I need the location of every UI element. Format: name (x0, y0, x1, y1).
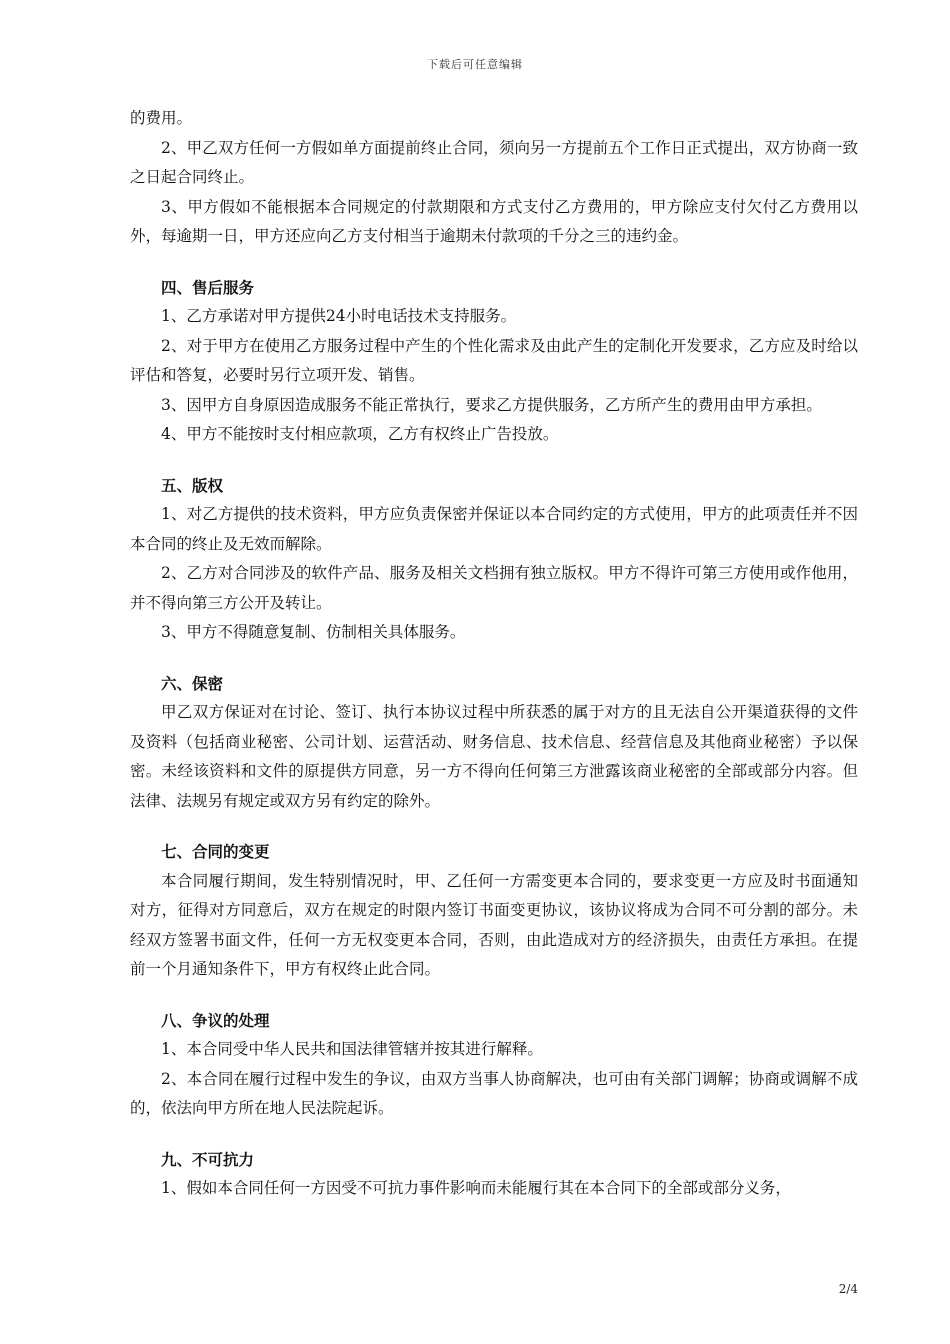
section-heading: 五、版权 (161, 475, 224, 495)
paragraph: 3、甲方不得随意复制、仿制相关具体服务。 (161, 623, 466, 641)
paragraph: 2、本合同在履行过程中发生的争议，由双方当事人协商解决，也可由有关部门调解；协商或调解不成的，依法向甲方所在地人民法院起诉。 (130, 1069, 858, 1117)
paragraph: 2、对于甲方在使用乙方服务过程中产生的个性化需求及由此产生的定制化开发要求，乙方应及时给以评估和答复，必要时另行立项开发、销售。 (130, 336, 858, 384)
paragraph: 1、本合同受中华人民共和国法律管辖并按其进行解释。 (161, 1040, 543, 1058)
document-body (130, 104, 858, 1204)
paragraph: 3、因甲方自身原因造成服务不能正常执行，要求乙方提供服务，乙方所产生的费用由甲方承担。 (161, 395, 822, 414)
paragraph: 1、乙方承诺对甲方提供24小时电话技术支持服务。 (161, 307, 517, 325)
section-heading: 四、售后服务 (161, 277, 255, 297)
paragraph: 2、乙方对合同涉及的软件产品、服务及相关文档拥有独立版权。甲方不得许可第三方使用或作他用，并不得向第三方公开及转让。 (130, 564, 858, 612)
paragraph: 1、对乙方提供的技术资料，甲方应负责保密并保证以本合同约定的方式使用，甲方的此项责任并不因本合同的终止及无效而解除。 (130, 505, 858, 553)
paragraph: 2、甲乙双方任何一方假如单方面提前终止合同，须向另一方提前五个工作日正式提出，双方协商一致之日起合同终止。 (130, 138, 858, 186)
paragraph: 甲乙双方保证对在讨论、签订、执行本协议过程中所获悉的属于对方的且无法自公开渠道获得的文件及资料（包括商业秘密、公司计划、运营活动、财务信息、技术信息、经营信息及其他商业秘密）予以保密。未经该资料和文件的原提供方同意，另一方不得向任何第三方泄露该商业秘密的全部或部分内容。但法律、法规另有规定或双方另有约定的除外。 (130, 703, 858, 810)
page-header: 下载后可任意编辑 (427, 58, 523, 71)
section-heading: 八、争议的处理 (161, 1010, 270, 1030)
paragraph: 3、甲方假如不能根据本合同规定的付款期限和方式支付乙方费用的，甲方除应支付欠付乙方费用以外，每逾期一日，甲方还应向乙方支付相当于逾期未付款项的千分之三的违约金。 (130, 197, 858, 245)
paragraph: 1、假如本合同任何一方因受不可抗力事件影响而未能履行其在本合同下的全部或部分义务， (161, 1179, 791, 1197)
page-number: 2/4 (838, 1282, 858, 1296)
paragraph: 的费用。 (130, 109, 193, 127)
paragraph: 4、甲方不能按时支付相应款项，乙方有权终止广告投放。 (161, 425, 559, 443)
section-heading: 九、不可抗力 (161, 1149, 255, 1169)
paragraph: 本合同履行期间，发生特别情况时，甲、乙任何一方需变更本合同的，要求变更一方应及时书面通知对方，征得对方同意后，双方在规定的时限内签订书面变更协议，该协议将成为合同不可分割的部分。未经双方签署书面文件，任何一方无权变更本合同，否则，由此造成对方的经济损失，由责任方承担。在提前一个月通知条件下，甲方有权终止此合同。 (130, 871, 858, 978)
section-heading: 七、合同的变更 (161, 842, 270, 861)
section-heading: 六、保密 (161, 673, 224, 693)
